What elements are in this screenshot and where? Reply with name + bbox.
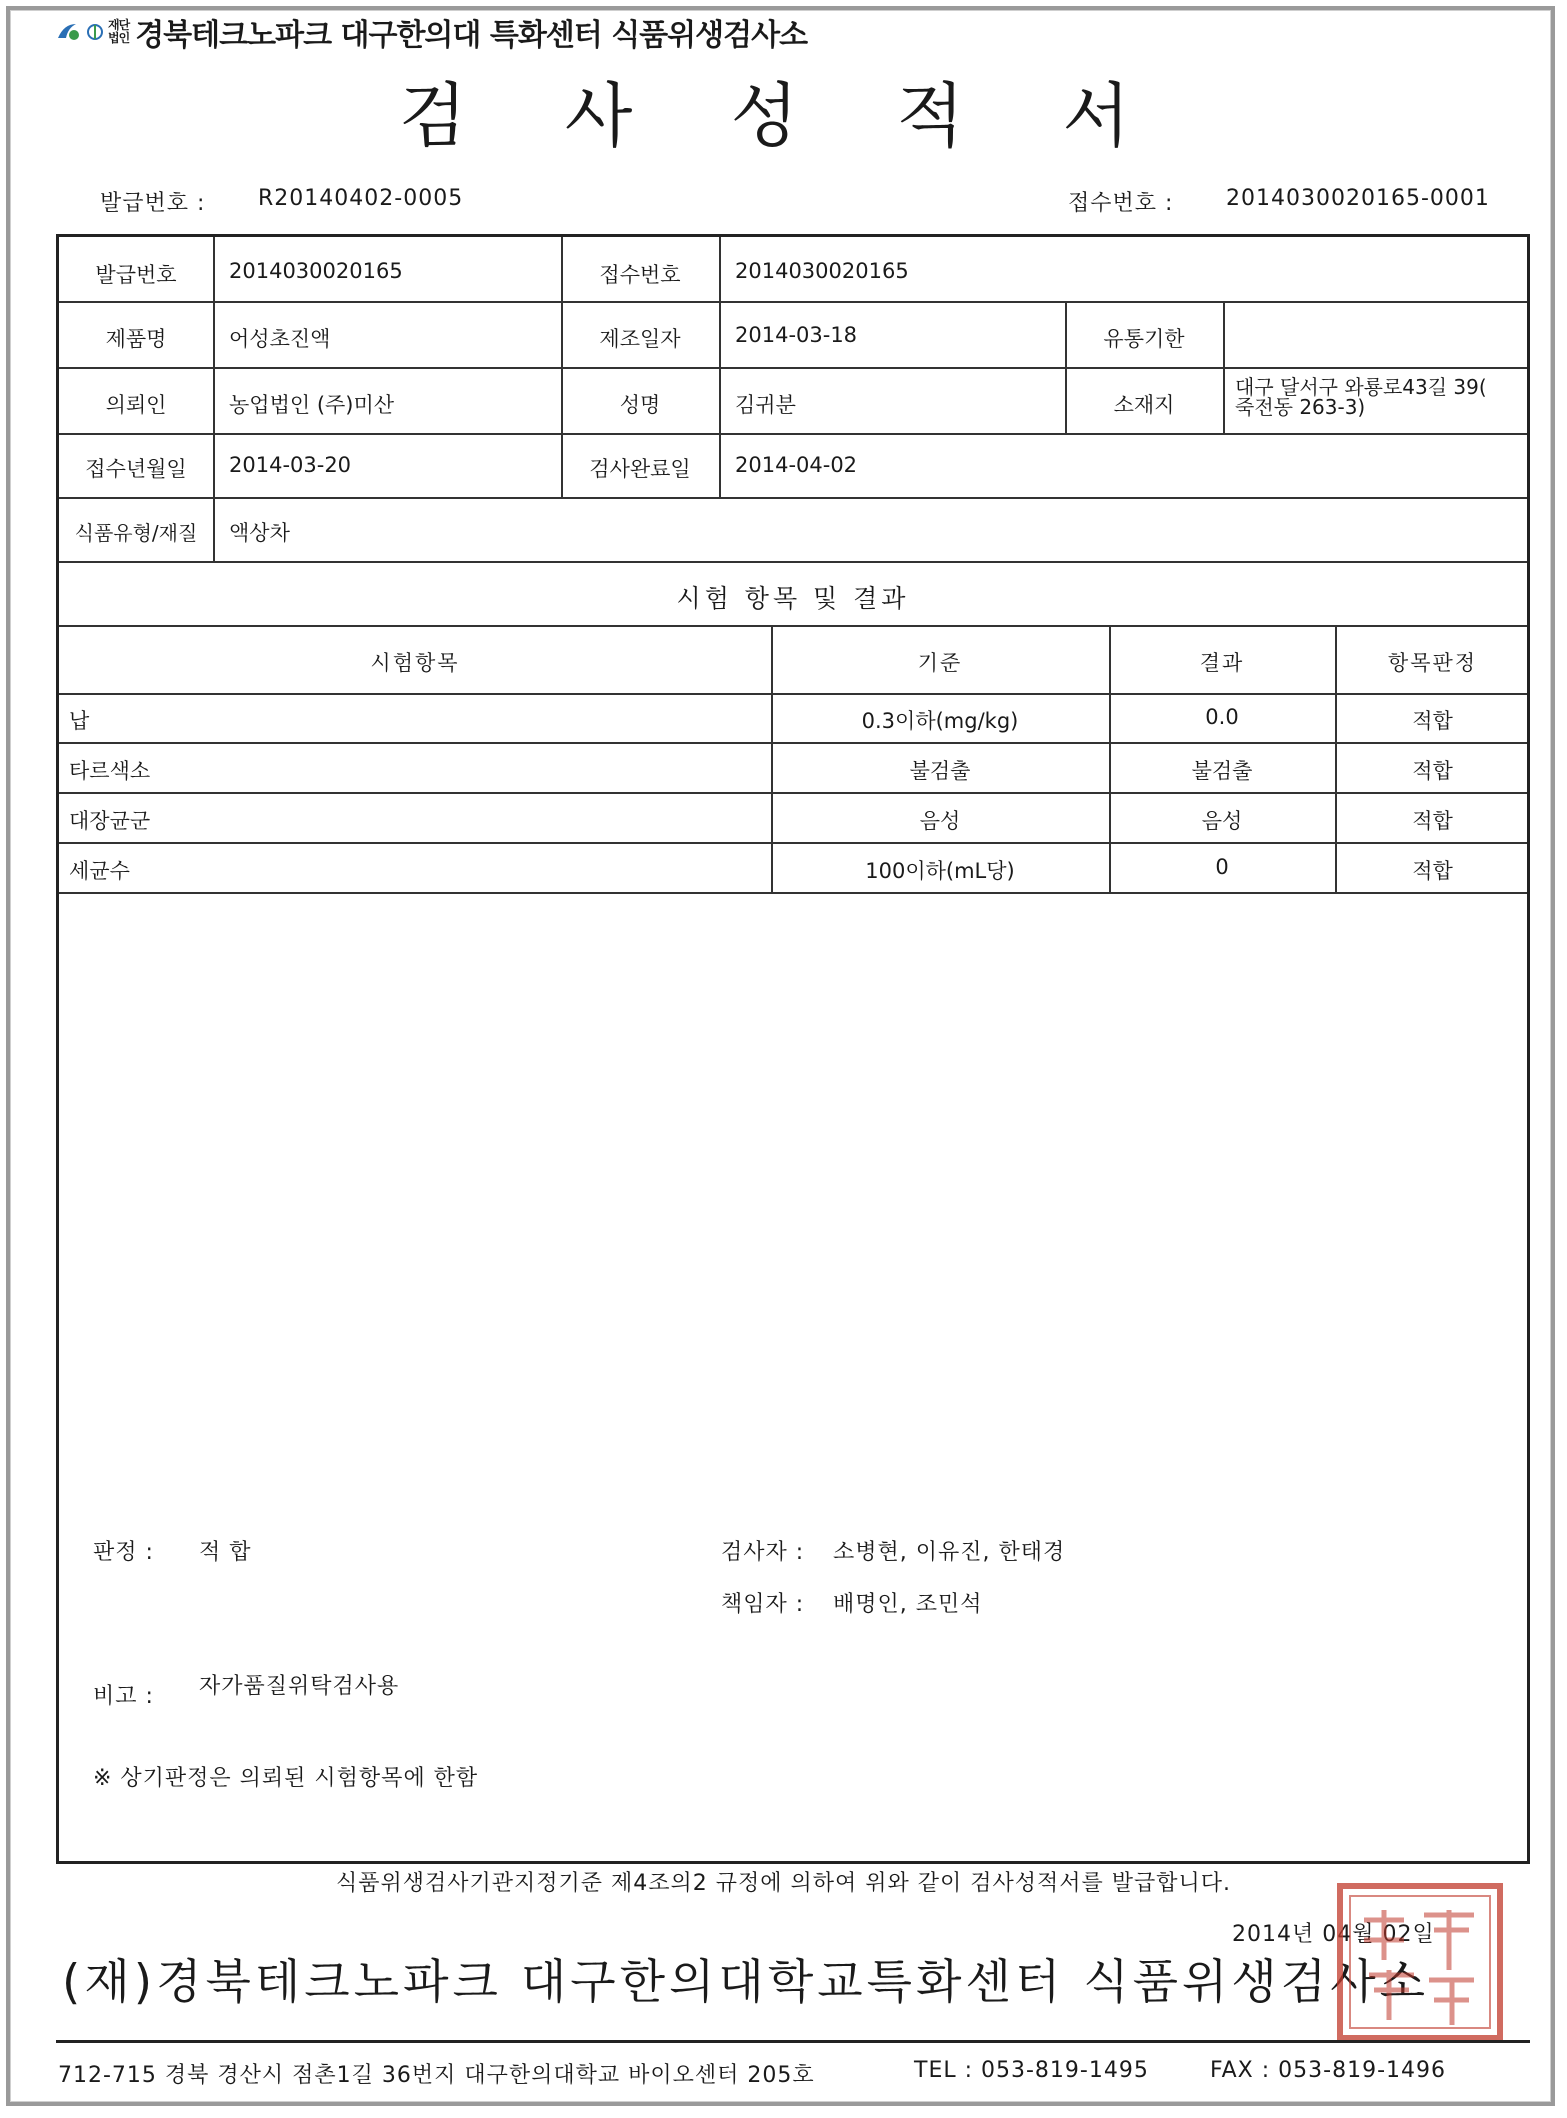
- manager-label: 책임자 :: [721, 1592, 805, 1617]
- manager-names: 배명인, 조민석: [833, 1592, 983, 1617]
- issue-no-value: 2014030020165: [229, 259, 403, 283]
- document-title: 검 사 성 적 서: [398, 75, 1169, 157]
- product-name-value: 어성초진액: [229, 327, 331, 351]
- product-name-label: 제품명: [105, 327, 167, 351]
- table-row-standard: 100이하(mL당): [865, 859, 1015, 883]
- person-name-label: 성명: [619, 393, 661, 417]
- table-row-judgment: 적합: [1412, 709, 1453, 733]
- logo: [54, 18, 129, 46]
- location-line-2: 죽전동 263-3): [1235, 395, 1366, 419]
- table-row-item: 납: [69, 709, 90, 733]
- inspector-names: 소병현, 이유진, 한태경: [833, 1540, 1066, 1565]
- location-label: 소재지: [1113, 393, 1175, 417]
- inspector-label: 검사자 :: [721, 1540, 805, 1565]
- issuance-statement: 식품위생검사기관지정기준 제4조의2 규정에 의하여 위와 같이 검사성적서를 발급합니다.: [335, 1871, 1231, 1896]
- verdict-value: 적 합: [199, 1540, 252, 1565]
- table-row-item: 세균수: [69, 859, 130, 883]
- table-row-judgment: 적합: [1412, 859, 1453, 883]
- table-row-standard: 불검출: [909, 759, 971, 783]
- complete-date-label: 검사완료일: [589, 457, 691, 481]
- client-value: 농업법인 (주)미산: [229, 393, 395, 417]
- footer-tel: TEL : 053-819-1495: [914, 2058, 1149, 2083]
- location-line-1: 대구 달서구 와룡로43길 39(: [1235, 375, 1487, 399]
- logo-icon: [54, 18, 82, 46]
- receipt-number-label: 접수번호 :: [1068, 191, 1174, 216]
- expiry-label: 유통기한: [1103, 327, 1185, 351]
- col-header-judgment: 항목판정: [1387, 651, 1478, 675]
- person-name-value: 김귀분: [735, 393, 796, 417]
- table-row-standard: 0.3이하(mg/kg): [861, 709, 1019, 733]
- mfg-date-value: 2014-03-18: [735, 323, 858, 347]
- org-name: 경북테크노파크 대구한의대 특화센터 식품위생검사소: [135, 18, 808, 53]
- mfg-date-label: 제조일자: [599, 327, 681, 351]
- limitation-note: ※ 상기판정은 의뢰된 시험항목에 한함: [93, 1766, 479, 1791]
- table-row-result: 음성: [1201, 809, 1243, 833]
- issuer-name: (재)경북테크노파크 대구한의대학교특화센터 식품위생검사소: [62, 1955, 1430, 2010]
- receipt-number-value: 2014030020165-0001: [1226, 186, 1490, 211]
- food-type-label: 식품유형/재질: [74, 521, 198, 545]
- issue-number-label: 발급번호 :: [100, 191, 206, 216]
- table-row-result: 0.0: [1205, 705, 1239, 729]
- logo-symbol-icon: [86, 19, 104, 45]
- client-label: 의뢰인: [105, 393, 167, 417]
- letterhead: [54, 10, 807, 54]
- col-header-result: 결과: [1199, 651, 1245, 675]
- complete-date-value: 2014-04-02: [735, 453, 858, 477]
- receipt-no-label: 접수번호: [599, 263, 681, 287]
- remarks-value: 자가품질위탁검사용: [199, 1674, 400, 1699]
- receipt-no-value: 2014030020165: [735, 259, 909, 283]
- col-header-standard: 기준: [917, 651, 963, 675]
- table-row-result: 불검출: [1191, 759, 1253, 783]
- food-type-value: 액상차: [229, 521, 290, 545]
- footer-address: 712-715 경북 경산시 점촌1길 36번지 대구한의대학교 바이오센터 205호: [58, 2063, 815, 2088]
- receipt-date-label: 접수년월일: [85, 457, 187, 481]
- verdict-label: 판정 :: [93, 1540, 154, 1565]
- table-row-standard: 음성: [919, 809, 961, 833]
- receipt-date-value: 2014-03-20: [229, 453, 352, 477]
- footer-fax: FAX : 053-819-1496: [1210, 2058, 1447, 2083]
- table-row-judgment: 적합: [1412, 809, 1453, 833]
- location-value: [1235, 377, 1487, 417]
- table-row-judgment: 적합: [1412, 759, 1453, 783]
- report-table: [56, 234, 1530, 1864]
- logo-small-text: 재단 법인: [108, 18, 130, 45]
- footer-divider: [56, 2040, 1530, 2043]
- issue-number-value: R20140402-0005: [258, 186, 464, 211]
- issue-no-label: 발급번호: [95, 263, 177, 287]
- table-row-result: 0: [1215, 855, 1229, 879]
- results-section-title: 시험 항목 및 결과: [676, 584, 910, 613]
- table-row-item: 타르색소: [69, 759, 151, 783]
- issue-date: 2014년 04월 02일: [1232, 1922, 1435, 1947]
- official-seal-icon: [1334, 1880, 1506, 2044]
- remarks-label: 비고 :: [93, 1684, 154, 1709]
- table-row-item: 대장균군: [69, 809, 151, 833]
- col-header-item: 시험항목: [370, 651, 460, 675]
